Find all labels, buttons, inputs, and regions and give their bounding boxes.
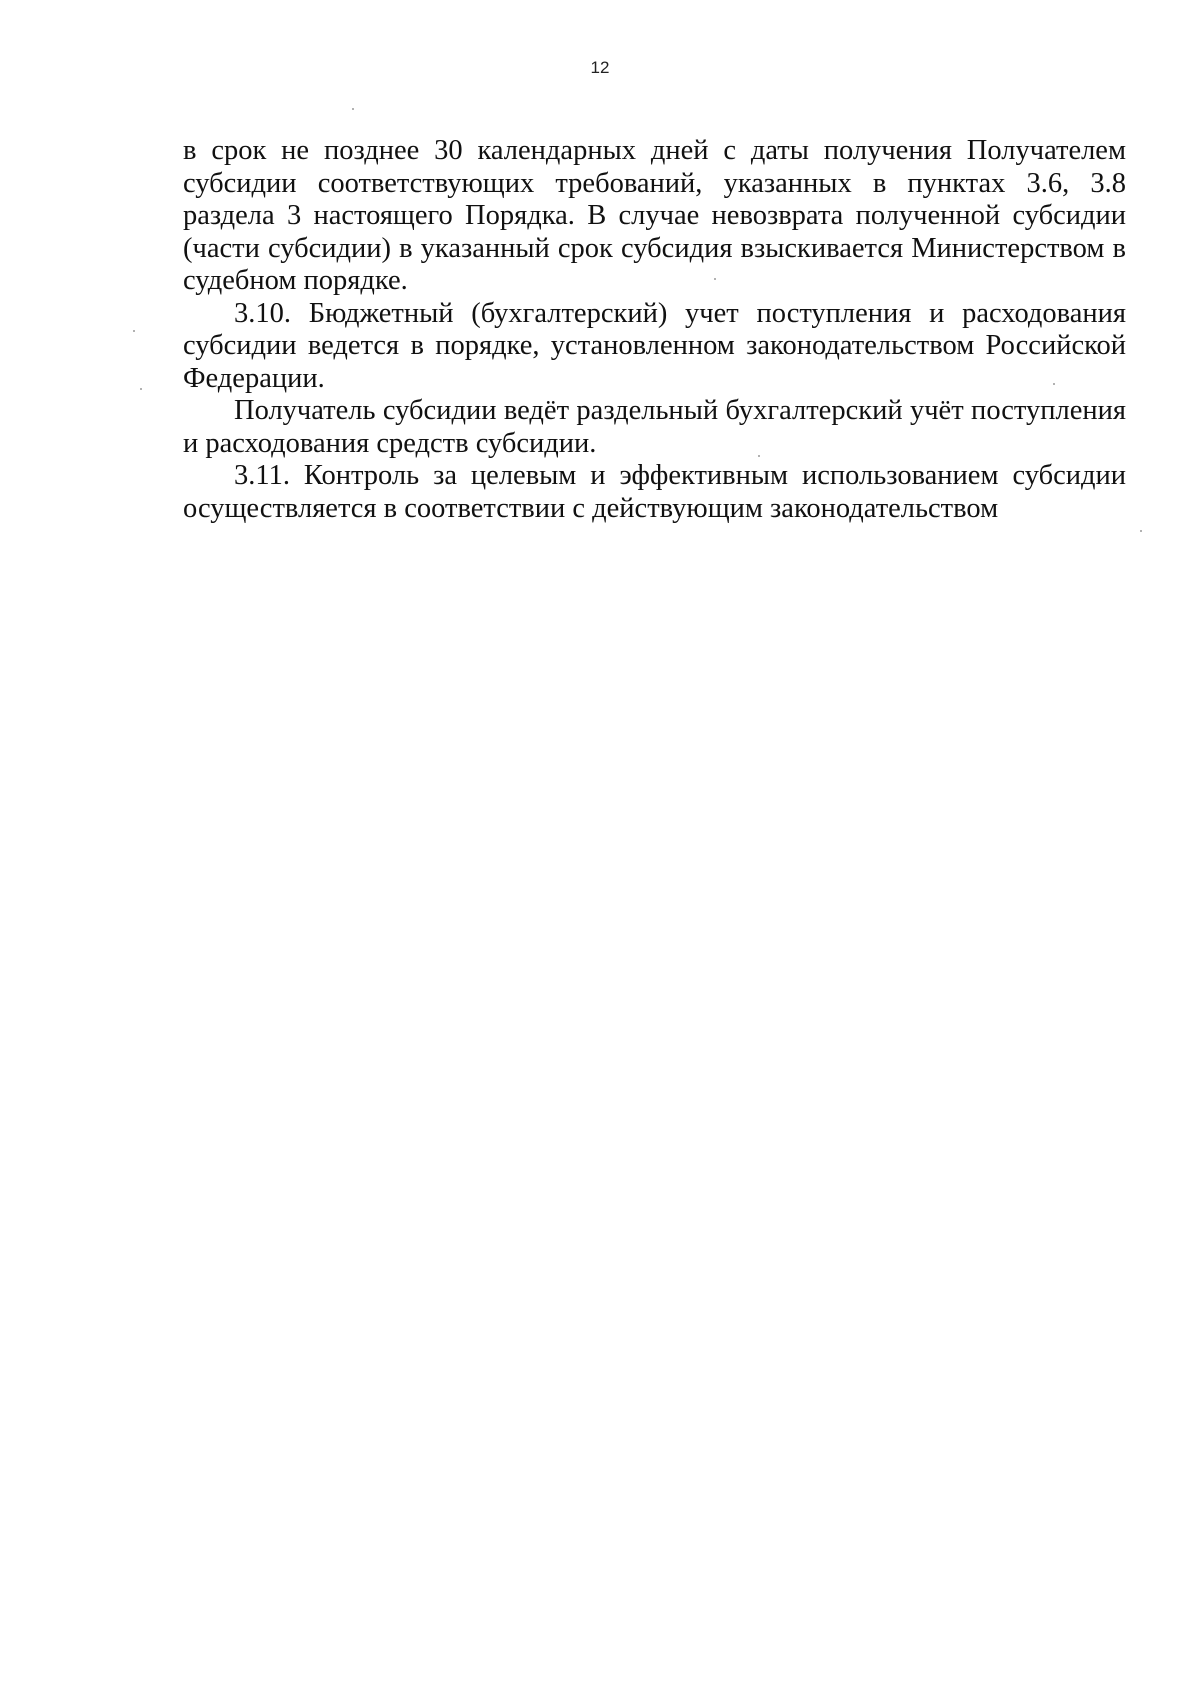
scan-speck [133, 330, 135, 332]
scan-speck [714, 278, 716, 280]
document-body [183, 135, 1126, 525]
paragraph-3-11-control: 3.11. Контроль за целевым и эффективным использованием субсидии осуществляется в соответствии с действующим законодательством [183, 460, 1126, 524]
scan-speck [1053, 383, 1055, 385]
scan-speck [352, 108, 354, 110]
scan-speck [758, 455, 760, 457]
scan-speck [140, 388, 142, 390]
scan-speck [1140, 530, 1142, 532]
paragraph-refund-term: в срок не позднее 30 календарных дней с даты получения Получателем субсидии соответствующих требований, указанных в пунктах 3.6, 3.8 раздела 3 настоящего Порядка. В случае невозврата полученной субсидии (части субсидии) в указанный срок субсидия взыскивается Министерством в судебном порядке. [183, 135, 1126, 296]
page-number: 12 [590, 58, 610, 77]
paragraph-separate-accounting: Получатель субсидии ведёт раздельный бухгалтерский учёт поступления и расходования средств субсидии. [183, 395, 1126, 459]
paragraph-3-10-accounting: 3.10. Бюджетный (бухгалтерский) учет поступления и расходования субсидии ведется в порядке, установленном законодательством Российской Федерации. [183, 297, 1126, 394]
